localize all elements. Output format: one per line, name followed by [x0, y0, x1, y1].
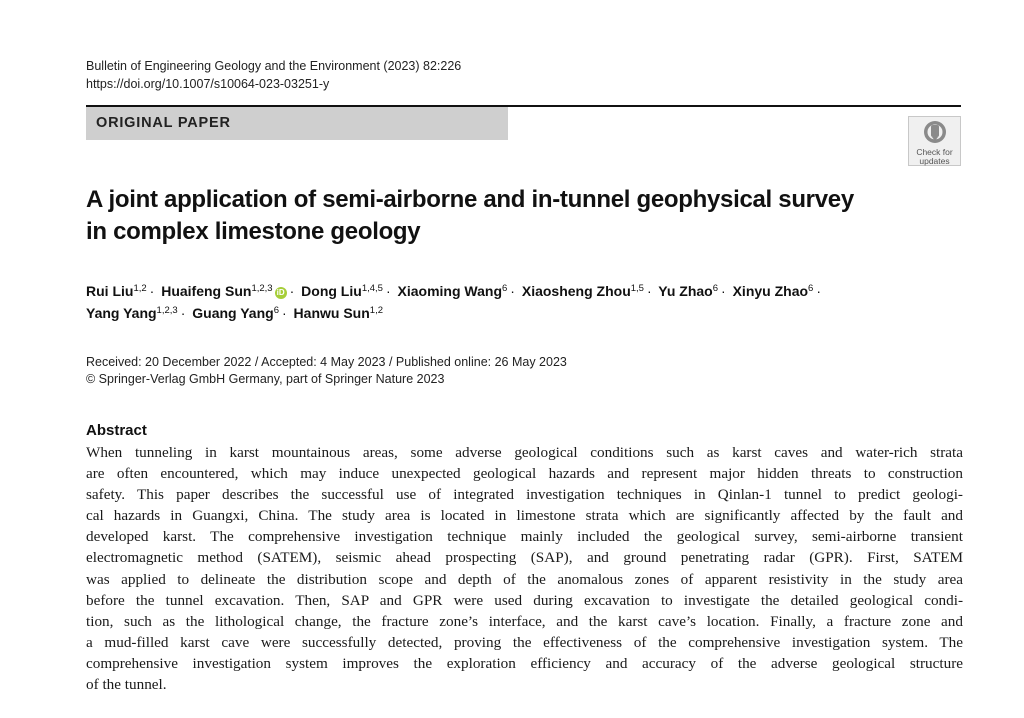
check-updates-label: Check for updates [916, 147, 953, 166]
author-line-1: Rui Liu$^{1,2}$ · Huaifeng Sun$^{1,2,3}$ iD · Dong Liu$^{1,4,5}$ · Xiaoming Wang$^6$ · Xiaosheng Zhou$^{1,5}$ · Yu Zhao$^6$ · Xinyu Zhao$^6$ · [86, 283, 822, 299]
abstract-line: cal hazards in Guangxi, China. The study area is located in limestone strata which are significantly affected by the fault and [86, 507, 963, 525]
article-type-label: ORIGINAL PAPER [96, 115, 231, 131]
author[interactable]: Yang Yang$^{1,2,3}$ [86, 305, 178, 321]
abstract-line: before the tunnel excavation. Then, SAP and GPR were used during excavation to investigate the detailed geological condi- [86, 591, 963, 609]
check-updates-icon [923, 120, 947, 146]
abstract-line: a mud-filled karst cave were successfully detected, proving the effectiveness of the comprehensive investigation system. The [86, 633, 963, 651]
abstract-line: are often encountered, which may induce unexpected geological hazards and represent major hidden threats to construction [86, 465, 963, 483]
abstract-line: tion, such as the lithological change, the fracture zone’s interface, and the karst cave’s location. Finally, a fracture zone and [86, 612, 963, 630]
abstract-line: safety. This paper describes the successful use of integrated investigation techniques in Qinlan-1 tunnel to predict geologi- [86, 486, 963, 504]
author[interactable]: Huaifeng Sun$^{1,2,3}$ iD [161, 283, 285, 299]
publication-dates [86, 354, 567, 388]
abstract-line: electromagnetic method (SATEM), seismic ahead prospecting (SAP), and ground penetrating radar (GPR). First, SATEM [86, 549, 963, 567]
journal-citation: Bulletin of Engineering Geology and the Environment (2023) 82:226 [86, 59, 462, 73]
title-line-2: in complex limestone geology [86, 218, 421, 245]
abstract-line: When tunneling in karst mountainous areas, some adverse geological conditions such as karst caves and water-rich strata [86, 444, 963, 461]
article-type-badge [86, 107, 508, 140]
author[interactable]: Dong Liu$^{1,4,5}$ [301, 283, 383, 299]
author-list [86, 280, 966, 324]
abstract-line: comprehensive investigation system improves the exploration efficiency and accuracy of the adverse geological structure [86, 654, 963, 672]
author[interactable]: Hanwu Sun$^{1,2}$ [293, 305, 383, 321]
title-line-1: A joint application of semi-airborne and in-tunnel geophysical survey [86, 186, 854, 213]
author[interactable]: Xiaosheng Zhou$^{1,5}$ [521, 283, 644, 299]
author[interactable]: Guang Yang$^6$ [192, 305, 279, 321]
abstract-heading: Abstract [86, 422, 147, 439]
abstract-body [86, 442, 963, 695]
doi-link[interactable]: https://doi.org/10.1007/s10064-023-03251-y [86, 77, 330, 91]
abstract-line: of the tunnel. [86, 676, 167, 694]
author[interactable]: Xinyu Zhao$^6$ [732, 283, 814, 299]
dates-line: Received: 20 December 2022 / Accepted: 4 May 2023 / Published online: 26 May 2023 [86, 355, 567, 369]
journal-header [86, 57, 461, 93]
author[interactable]: Yu Zhao$^6$ [658, 283, 719, 299]
check-for-updates-button[interactable] [908, 116, 961, 166]
copyright-line: © Springer-Verlag GmbH Germany, part of Springer Nature 2023 [86, 372, 445, 386]
author-line-2: Yang Yang$^{1,2,3}$ · Guang Yang$^6$ · Hanwu Sun$^{1,2}$ [86, 305, 383, 321]
abstract-line: developed karst. The comprehensive investigation technique mainly included the geological survey, semi-airborne transient [86, 528, 963, 546]
abstract-line: was applied to delineate the distribution scope and depth of the anomalous zones of apparent resistivity in the study area [86, 570, 963, 588]
paper-title [86, 184, 946, 248]
author[interactable]: Rui Liu$^{1,2}$ [86, 283, 147, 299]
orcid-icon[interactable]: iD [276, 288, 285, 297]
author[interactable]: Xiaoming Wang$^6$ [397, 283, 508, 299]
